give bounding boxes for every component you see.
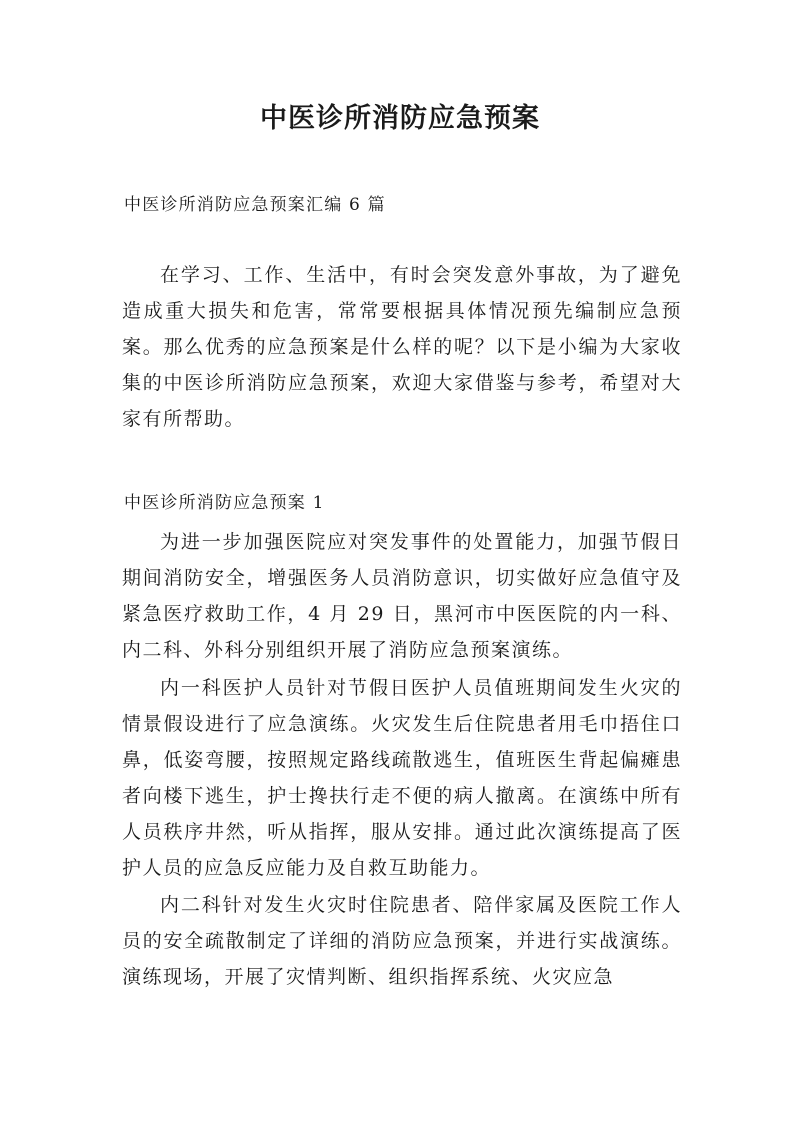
body-paragraph: 为进一步加强医院应对突发事件的处置能力，加强节假日期间消防安全，增强医务人员消防意识，切实做好应急值守及紧急医疗救助工作，4 月 29 日，黑河市中医医院的内一科、内二科、外科分别组织开展了消防应急预案演练。: [122, 531, 682, 661]
body-paragraph: 内一科医护人员针对节假日医护人员值班期间发生火灾的情景假设进行了应急演练。火灾发生后住院患者用毛巾捂住口鼻，低姿弯腰，按照规定路线疏散逃生，值班医生背起偏瘫患者向楼下逃生，护士搀扶行走不便的病人撤离。在演练中所有人员秩序井然，听从指挥，服从安排。通过此次演练提高了医护人员的应急反应能力及自救互助能力。: [122, 677, 682, 879]
section-title: 中医诊所消防应急预案 1: [124, 493, 325, 513]
body-paragraph: 内二科针对发生火灾时住院患者、陪伴家属及医院工作人员的安全疏散制定了详细的消防应急预案，并进行实战演练。演练现场，开展了灾情判断、组织指挥系统、火灾应急: [122, 894, 682, 988]
document-subtitle: 中医诊所消防应急预案汇编 6 篇: [124, 195, 386, 215]
intro-paragraph: 在学习、工作、生活中，有时会突发意外事故，为了避免造成重大损失和危害，常常要根据具体情况预先编制应急预案。那么优秀的应急预案是什么样的呢？以下是小编为大家收集的中医诊所消防应急预案，欢迎大家借鉴与参考，希望对大家有所帮助。: [122, 264, 682, 430]
document-title: 中医诊所消防应急预案: [260, 103, 540, 134]
